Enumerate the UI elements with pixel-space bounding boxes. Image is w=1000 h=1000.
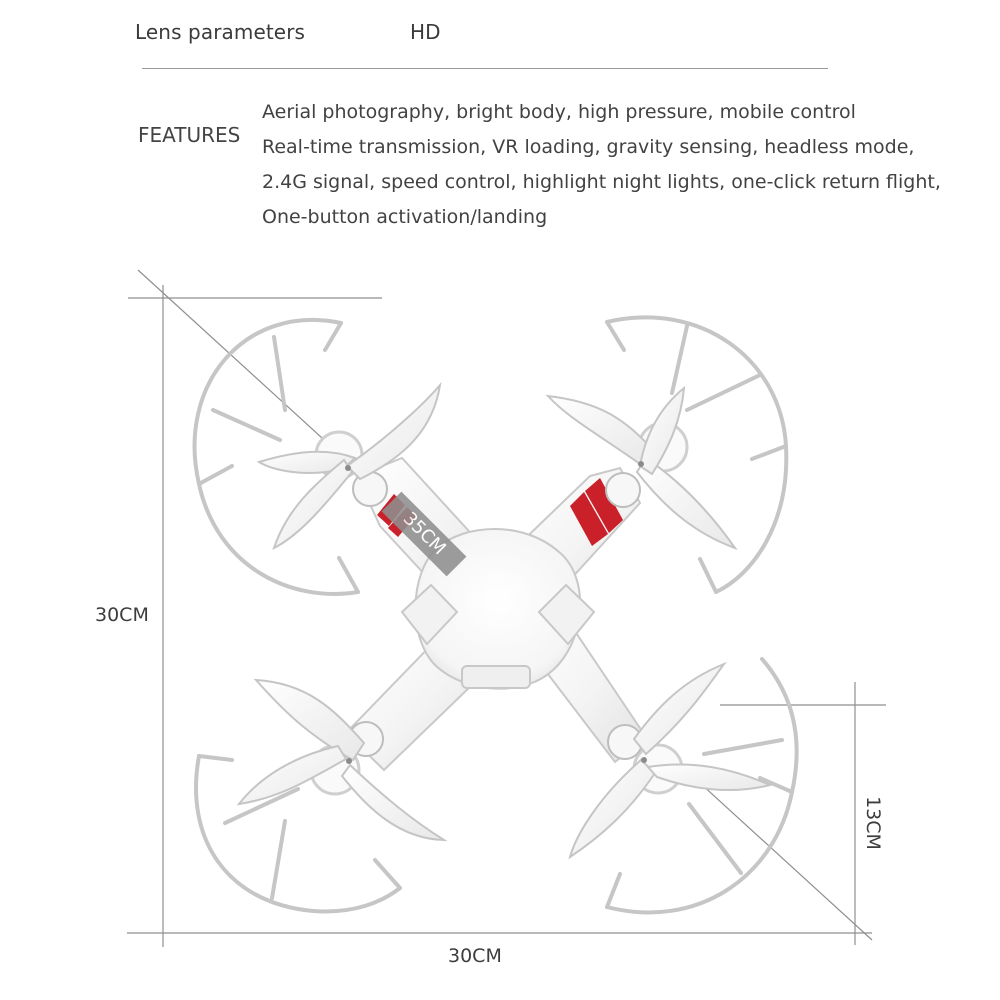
height-dimension-label: 30CM bbox=[95, 604, 149, 626]
feature-line-2: Real-time transmission, VR loading, gravity sensing, headless mode, bbox=[262, 136, 915, 158]
lens-parameters-value: HD bbox=[410, 20, 441, 44]
width-dimension-label: 30CM bbox=[448, 945, 502, 967]
diagonal-dimension-label: 35CM bbox=[382, 492, 467, 577]
feature-line-4: One-button activation/landing bbox=[262, 206, 548, 228]
features-title: FEATURES bbox=[138, 123, 241, 147]
feature-line-3: 2.4G signal, speed control, highlight night lights, one-click return flight, bbox=[262, 171, 941, 193]
feature-line-1: Aerial photography, bright body, high pressure, mobile control bbox=[262, 101, 856, 123]
lens-parameters-label: Lens parameters bbox=[135, 20, 306, 44]
depth-dimension-label: 13CM bbox=[861, 796, 884, 850]
